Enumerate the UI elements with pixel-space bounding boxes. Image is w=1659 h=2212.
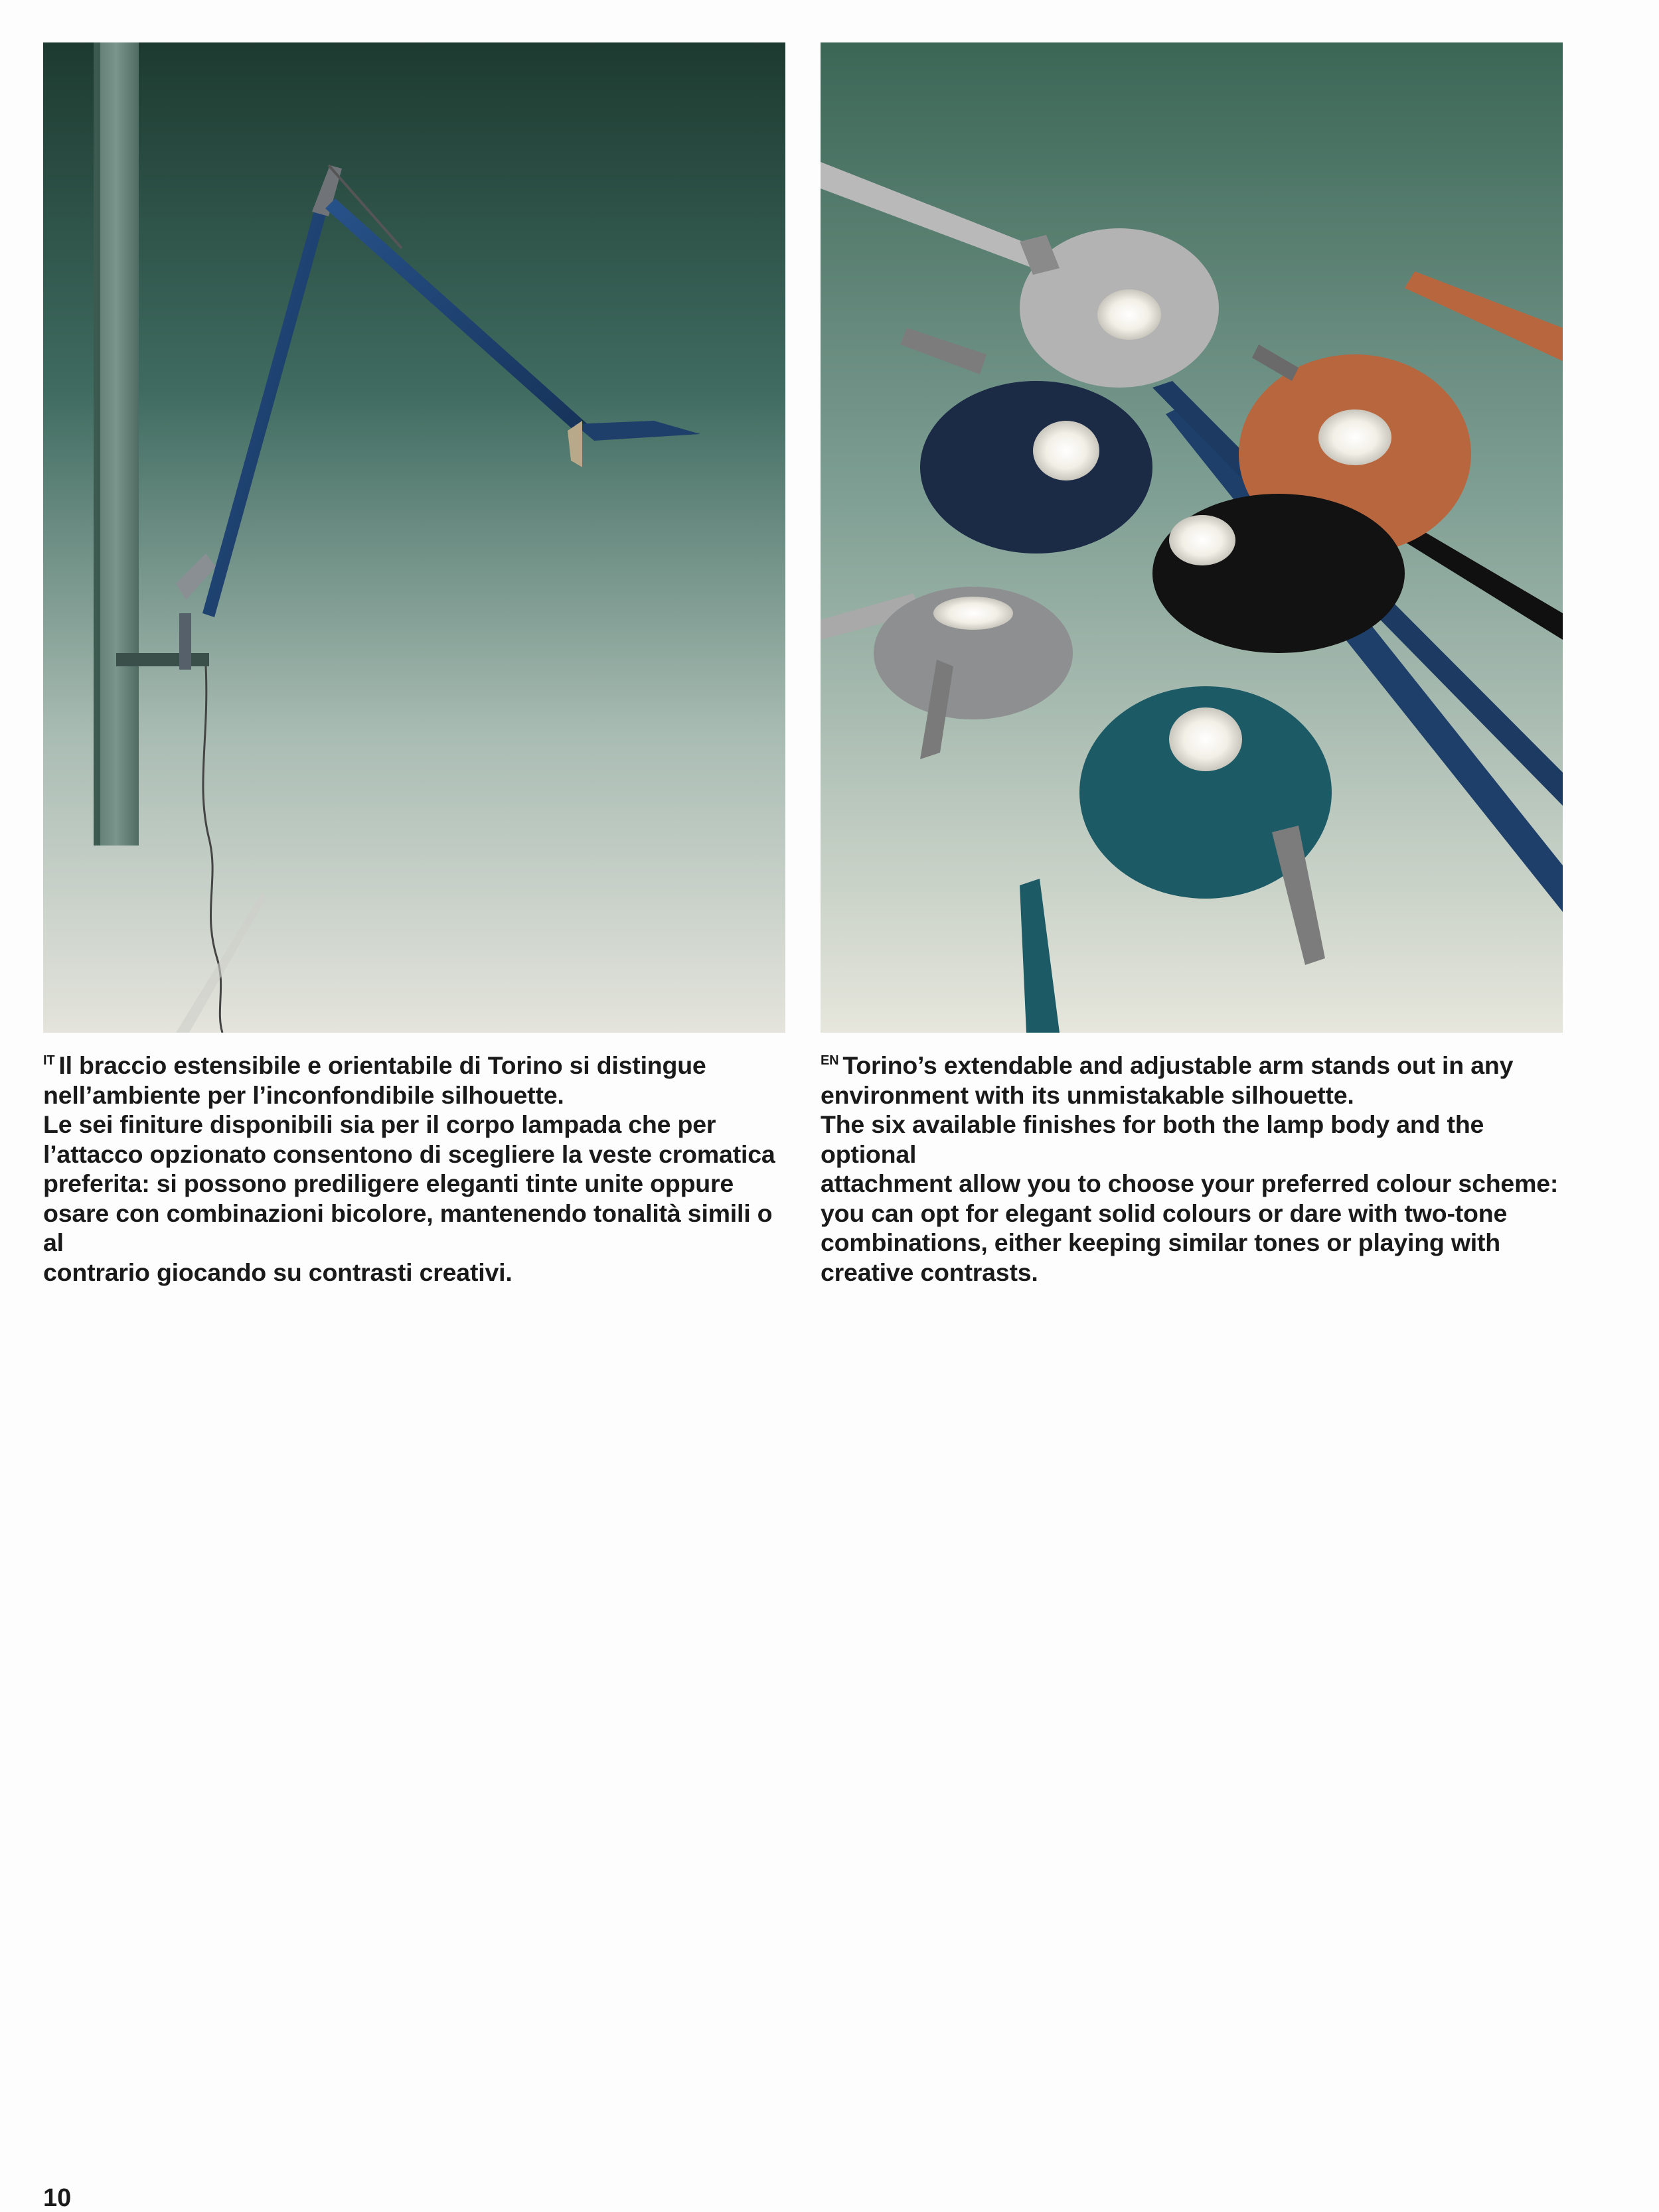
lamp-finishes-illustration bbox=[821, 42, 1563, 1033]
caption-en-line-2: environment with its unmistakable silhouette. bbox=[821, 1080, 1354, 1109]
lang-label-it: IT bbox=[43, 1053, 55, 1068]
caption-it-line-2: nell’ambiente per l’inconfondibile silhouette. bbox=[43, 1080, 564, 1109]
caption-it-line-5: preferita: si possono prediligere eleganti tinte unite oppure bbox=[43, 1169, 734, 1197]
lang-label-en: EN bbox=[821, 1053, 839, 1068]
caption-it-line-6: osare con combinazioni bicolore, mantenendo tonalità simili o al bbox=[43, 1199, 773, 1256]
wall-lamp-illustration bbox=[43, 42, 785, 1033]
caption-en-line-5: you can opt for elegant solid colours or dare with two-tone bbox=[821, 1199, 1508, 1227]
caption-english bbox=[821, 1046, 1563, 1287]
caption-en-line-6: combinations, either keeping similar tones or playing with bbox=[821, 1228, 1501, 1256]
page-number: 10 bbox=[43, 2184, 72, 2212]
caption-en-line-7: creative contrasts. bbox=[821, 1258, 1038, 1286]
caption-en-line-1: $^{EN}$ Torino’s extendable and adjustable arm stands out in any bbox=[821, 1051, 1514, 1079]
wall-rail bbox=[94, 42, 139, 846]
caption-en-line-4: attachment allow you to choose your preferred colour scheme: bbox=[821, 1169, 1559, 1197]
photo-lamp-finishes bbox=[821, 42, 1563, 1033]
caption-it-line-7: contrario giocando su contrasti creativi. bbox=[43, 1258, 513, 1286]
caption-en-line-3: The six available finishes for both the lamp body and the optional bbox=[821, 1110, 1484, 1168]
caption-italian bbox=[43, 1046, 785, 1287]
caption-it-line-1: $^{IT}$ Il braccio estensibile e orientabile di Torino si distingue bbox=[43, 1051, 706, 1079]
caption-it-line-3: Le sei finiture disponibili sia per il corpo lampada che per bbox=[43, 1110, 716, 1138]
photo-wall-lamp bbox=[43, 42, 785, 1033]
caption-it-line-4: l’attacco opzionato consentono di scegliere la veste cromatica bbox=[43, 1140, 775, 1168]
